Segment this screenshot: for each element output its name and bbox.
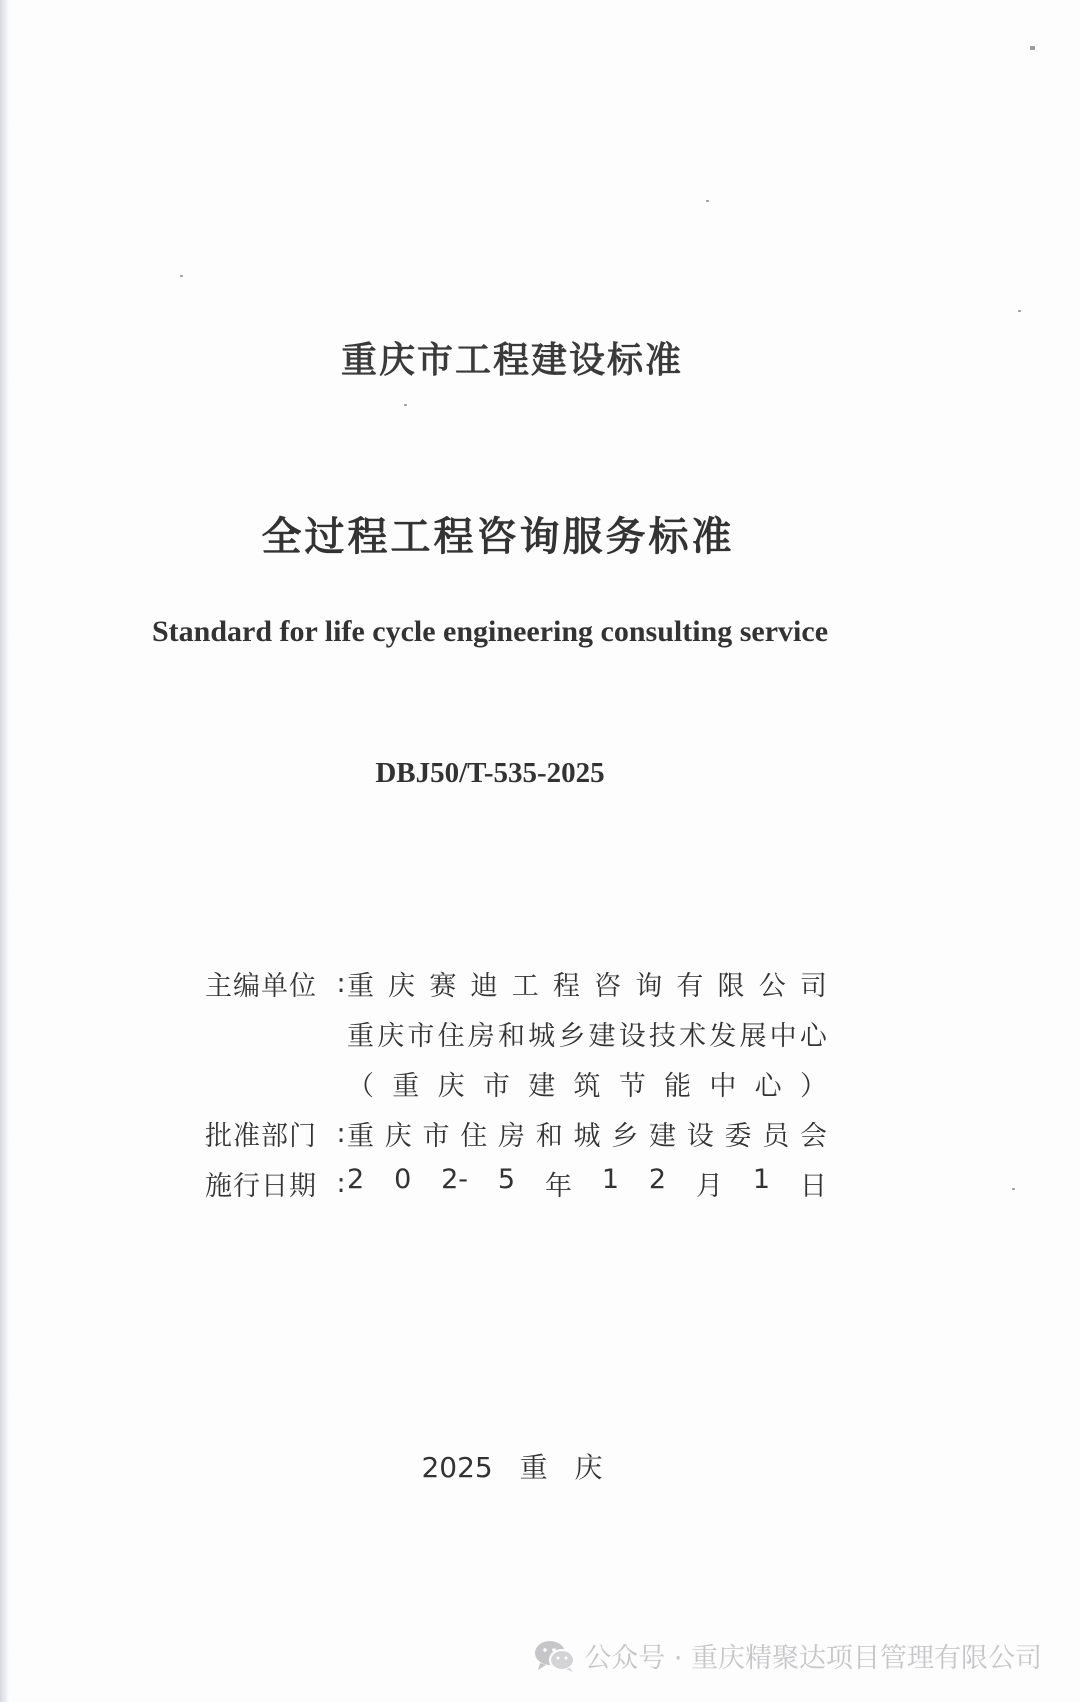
info-char: 庆 <box>377 1020 405 1052</box>
info-char: 筑 <box>573 1070 601 1102</box>
info-char: 日 <box>799 1170 827 1202</box>
info-char: 赛 <box>429 970 457 1002</box>
info-char: 程 <box>552 970 580 1002</box>
info-char: 心 <box>754 1070 782 1102</box>
info-char: 建 <box>649 1120 676 1152</box>
scan-speck <box>180 275 183 277</box>
series-title: 重庆市工程建设标准 <box>340 340 683 381</box>
info-char: 市 <box>482 1070 510 1102</box>
info-char: 设 <box>618 1020 646 1052</box>
info-char: 中 <box>709 1070 737 1102</box>
info-char: 房 <box>498 1120 525 1152</box>
approving-dept-row <box>205 1108 827 1158</box>
info-char: 5 <box>497 1163 516 1195</box>
info-char: 迪 <box>470 970 498 1002</box>
info-char: ） <box>799 1070 827 1102</box>
info-char: 节 <box>618 1070 646 1102</box>
info-char: 乡 <box>558 1020 586 1052</box>
info-value <box>347 1014 827 1053</box>
info-char: 员 <box>762 1120 790 1152</box>
info-char: 能 <box>664 1070 692 1102</box>
info-char: 询 <box>635 970 663 1002</box>
info-char: 0 <box>394 1163 412 1195</box>
info-value <box>347 1114 827 1153</box>
info-char: 市 <box>407 1020 435 1052</box>
info-char: 1 <box>601 1163 620 1195</box>
info-char: 司 <box>799 970 827 1002</box>
info-char: 2 <box>347 1163 365 1195</box>
watermark-text: 公众号 · 重庆精聚达项目管理有限公司 <box>584 1643 1042 1674</box>
chief-editor-row-3 <box>205 1058 827 1108</box>
info-colon: : <box>336 1167 346 1199</box>
info-char: 设 <box>686 1120 714 1152</box>
info-char: 庆 <box>437 1070 465 1102</box>
info-value <box>347 964 827 1003</box>
effective-date-row <box>205 1158 827 1208</box>
scan-speck <box>1018 310 1021 312</box>
info-char: 咨 <box>594 970 622 1002</box>
info-char: 重 <box>347 1120 374 1152</box>
info-char: 庆 <box>384 1120 412 1152</box>
info-char: 有 <box>676 970 704 1002</box>
info-char: 城 <box>528 1020 556 1052</box>
info-char: 2 <box>648 1163 667 1195</box>
info-char: 和 <box>535 1120 563 1152</box>
info-char: 展 <box>739 1020 767 1052</box>
imprint: 2025 重 庆 <box>421 1451 603 1484</box>
scan-speck <box>706 200 709 202</box>
chief-editor-row <box>205 958 827 1008</box>
info-char: 市 <box>422 1120 450 1152</box>
info-char: 工 <box>511 970 539 1002</box>
info-char: 公 <box>758 970 786 1002</box>
info-char: 技 <box>648 1020 676 1052</box>
document-title: 全过程工程咨询服务标准 <box>261 514 735 560</box>
info-char: 1 <box>752 1163 771 1195</box>
info-block <box>205 958 827 1208</box>
info-char: 会 <box>800 1120 827 1152</box>
info-char: 和 <box>497 1020 525 1052</box>
info-char: 术 <box>679 1020 707 1052</box>
document-title-english: Standard for life cycle engineering consulting service <box>151 615 829 648</box>
info-char: 发 <box>709 1020 737 1052</box>
standard-code: DBJ50/T-535-2025 <box>375 757 605 789</box>
info-char: （ <box>347 1070 374 1102</box>
info-label: 批准部门 <box>205 1120 317 1152</box>
info-char: 重 <box>347 970 374 1002</box>
info-char: 重 <box>347 1020 374 1052</box>
info-char: 月 <box>695 1170 723 1202</box>
chief-editor-row-2 <box>205 1008 827 1058</box>
info-char: 建 <box>588 1020 616 1052</box>
info-char: 2- <box>441 1163 469 1195</box>
info-char: 住 <box>437 1020 465 1052</box>
info-colon: : <box>336 967 346 999</box>
info-char: 年 <box>544 1170 572 1202</box>
info-colon: : <box>336 1117 346 1149</box>
info-value <box>347 1164 827 1203</box>
wechat-icon <box>534 1639 576 1673</box>
scan-speck <box>1012 1188 1015 1190</box>
info-char: 心 <box>799 1020 827 1052</box>
info-char: 庆 <box>388 970 416 1002</box>
info-char: 重 <box>392 1070 420 1102</box>
info-char: 乡 <box>611 1120 639 1152</box>
info-char: 房 <box>467 1020 495 1052</box>
info-char: 中 <box>769 1020 797 1052</box>
scan-speck <box>404 404 407 406</box>
info-label: 主编单位 <box>205 970 317 1002</box>
info-char: 住 <box>460 1120 488 1152</box>
info-char: 建 <box>528 1070 556 1102</box>
info-char: 城 <box>573 1120 601 1152</box>
scan-speck <box>1030 46 1035 50</box>
info-value <box>347 1064 827 1103</box>
watermark <box>534 1636 1042 1675</box>
info-char: 委 <box>724 1120 752 1152</box>
info-char: 限 <box>717 970 745 1002</box>
info-label: 施行日期 <box>205 1170 317 1202</box>
